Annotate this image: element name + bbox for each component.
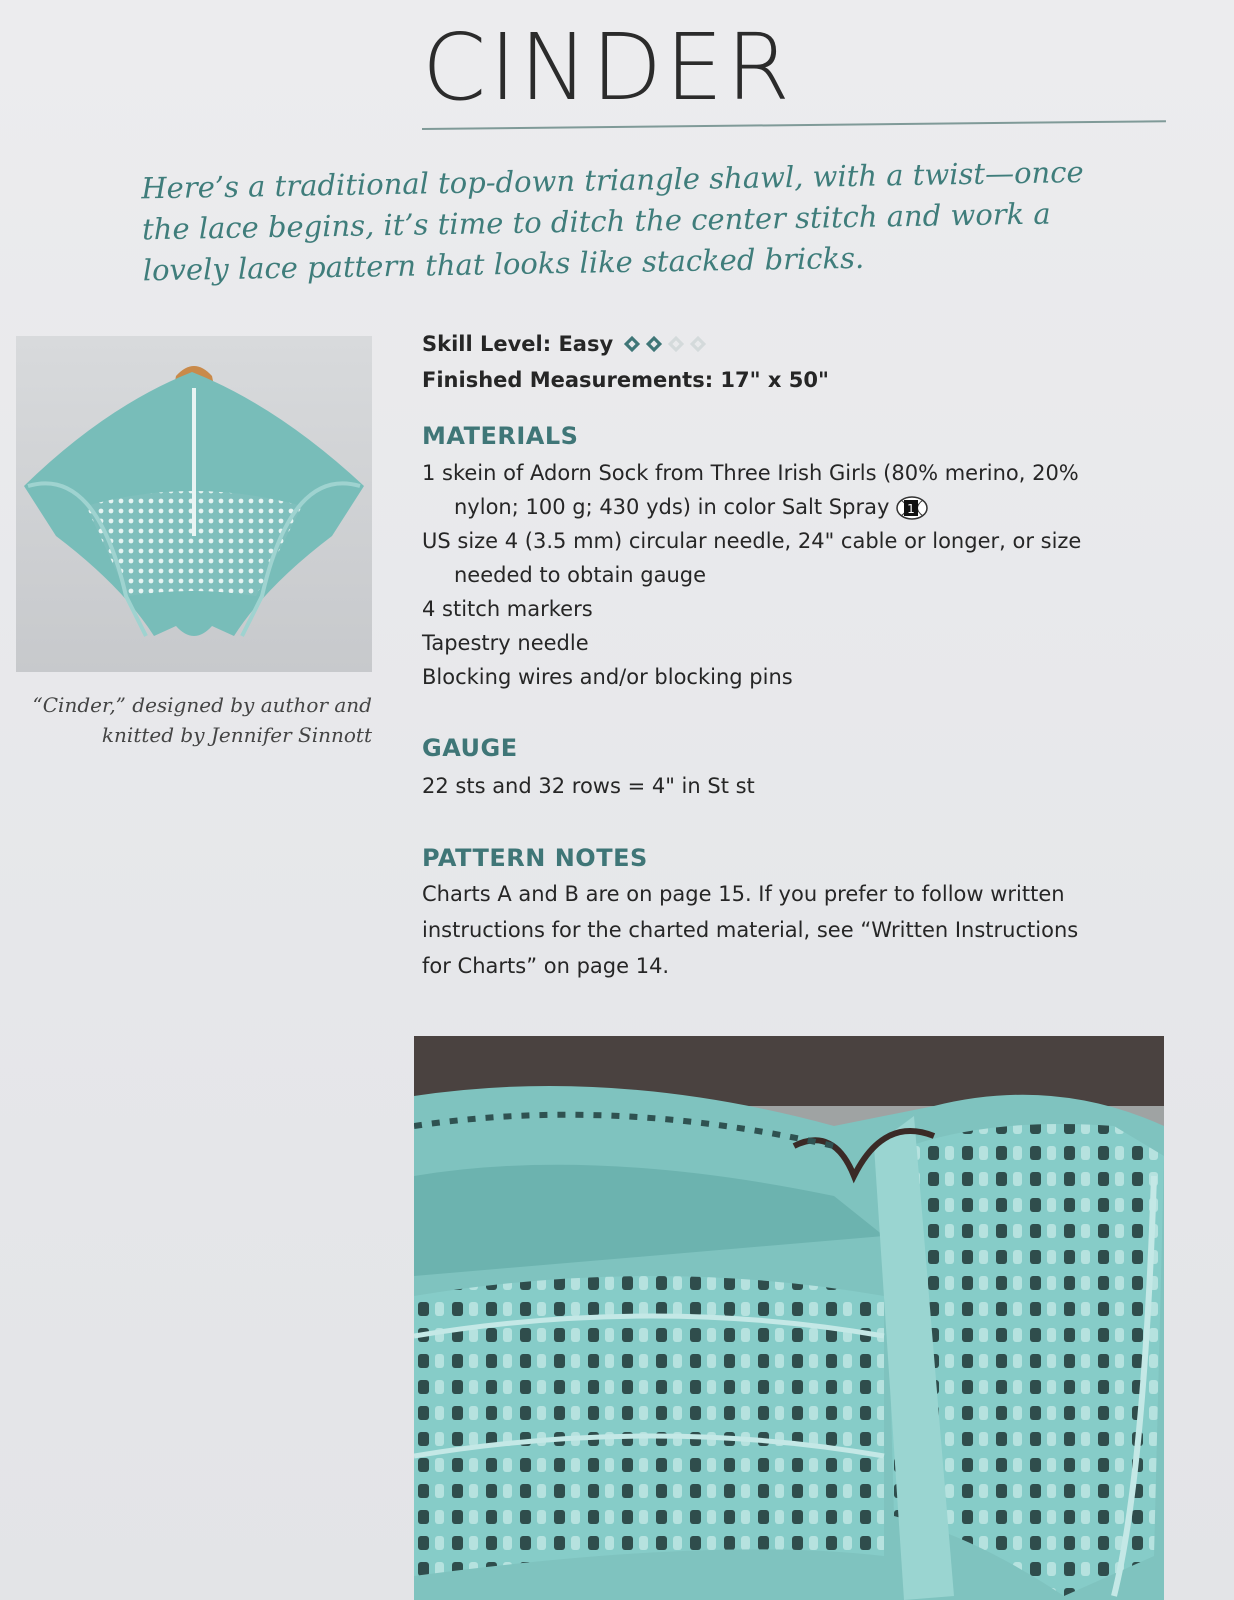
intro-text: Here’s a traditional top-down triangle shawl, with a twist—once the lace begins, it’s time to ditch the center stitch and work a lovely lace pattern that looks like stacked bricks.	[141, 154, 1084, 288]
title-divider	[422, 120, 1166, 130]
page-title: CINDER	[422, 14, 794, 121]
skill-level	[422, 326, 1142, 362]
material-item: 4 stitch markers	[422, 597, 593, 621]
shawl-closeup-photo	[414, 1036, 1164, 1600]
pattern-details	[422, 326, 1142, 984]
materials-list	[422, 456, 1142, 694]
photo-caption	[16, 690, 372, 750]
gauge-heading: GAUGE	[422, 734, 518, 762]
caption-line-1: “Cinder,” designed by author and	[32, 693, 372, 717]
finished-measurements: Finished Measurements: 17" x 50"	[422, 368, 829, 392]
pattern-notes-text: Charts A and B are on page 15. If you prefer to follow written instructions for the charted material, see “Written Instructions for Charts” on page 14.	[422, 882, 1079, 978]
material-item: 1 skein of Adorn Sock from Three Irish Girls (80% merino, 20% nylon; 100 g; 430 yds) in color Salt Spray 1	[422, 461, 1079, 519]
skill-level-label: Skill Level: Easy	[422, 332, 614, 356]
materials-heading: MATERIALS	[422, 422, 579, 450]
yarn-weight-icon	[895, 496, 929, 520]
caption-line-2: knitted by Jennifer Sinnott	[101, 723, 372, 747]
diamond-filled-icon	[623, 335, 641, 353]
skill-diamonds	[623, 335, 707, 353]
diamond-empty-icon	[689, 335, 707, 353]
yarn-weight-number: 1	[907, 502, 916, 516]
pattern-notes-heading: PATTERN NOTES	[422, 844, 648, 872]
shawl-photo-small	[16, 336, 372, 672]
diamond-empty-icon	[667, 335, 685, 353]
gauge-text: 22 sts and 32 rows = 4" in St st	[422, 774, 755, 798]
material-item: Blocking wires and/or blocking pins	[422, 665, 793, 689]
material-item: US size 4 (3.5 mm) circular needle, 24" cable or longer, or size needed to obtain gauge	[422, 529, 1082, 587]
material-item: Tapestry needle	[422, 631, 589, 655]
diamond-filled-icon	[645, 335, 663, 353]
